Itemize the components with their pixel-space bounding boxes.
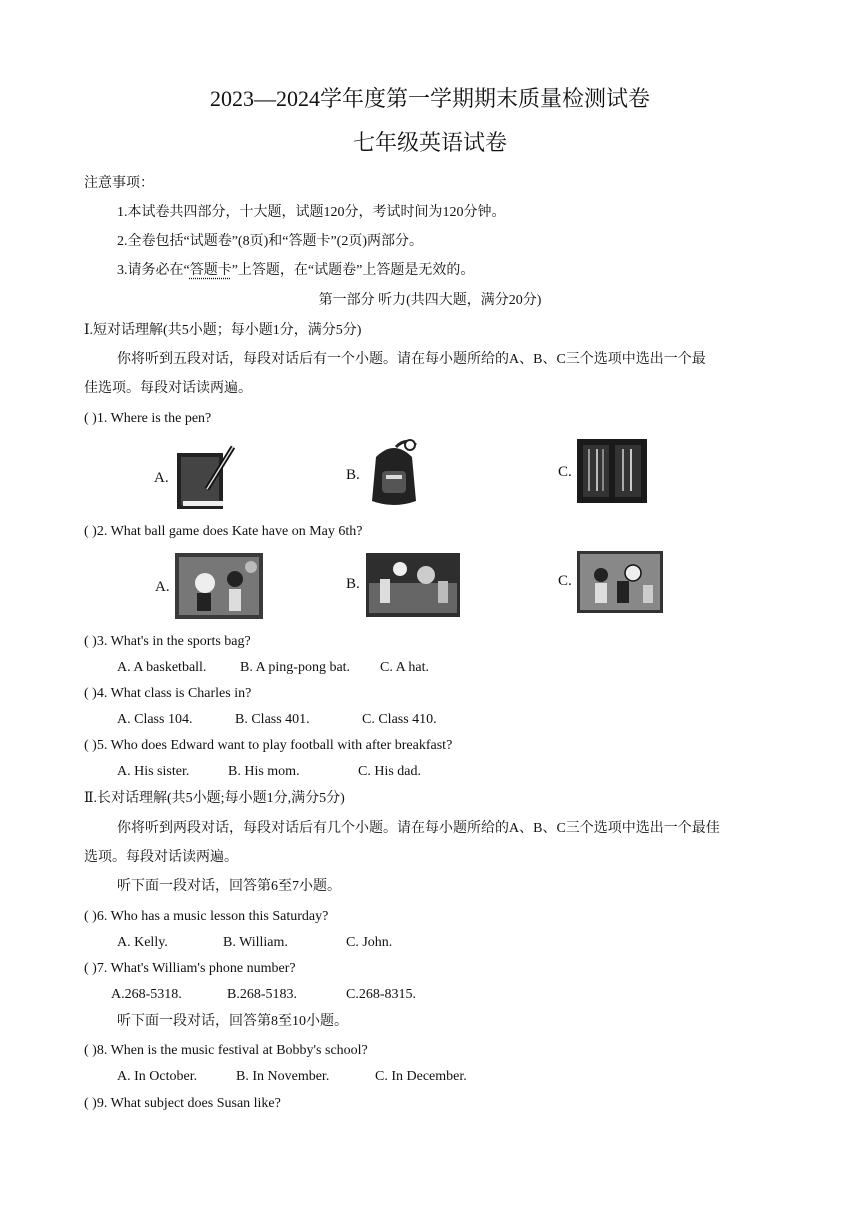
schoolbag-icon (362, 437, 426, 511)
q4-option-a: A. Class 104. (117, 712, 193, 727)
q2-option-a-label: A. (155, 579, 170, 595)
q6-option-c: C. John. (346, 935, 393, 950)
notice-header: 注意事项： (84, 176, 154, 191)
q5-option-b: B. His mom. (228, 764, 300, 779)
question-5: ( )5. Who does Edward want to play football with after breakfast? (84, 738, 453, 753)
question-3: ( )3. What's in the sports bag? (84, 634, 251, 649)
q7-option-a: A.268-5318. (111, 987, 182, 1002)
section-ii-instruction-1: 你将听到两段对话，每段对话后有几个小题。请在每小题所给的A、B、C三个选项中选出一个最佳 (117, 821, 720, 836)
q2-option-b-label: B. (346, 576, 360, 592)
question-7: ( )7. What's William's phone number? (84, 961, 296, 976)
notice-1: 1.本试卷共四部分，十大题，试题120分，考试时间为120分钟。 (117, 205, 506, 220)
q8-option-b: B. In November. (236, 1069, 330, 1084)
q8-option-c: C. In December. (375, 1069, 467, 1084)
question-4: ( )4. What class is Charles in? (84, 686, 252, 701)
question-2: ( )2. What ball game does Kate have on May 6th? (84, 524, 363, 539)
section-ii-heading: Ⅱ.长对话理解(共5小题;每小题1分,满分5分) (84, 791, 345, 806)
ball-game-scene-a-image (175, 553, 263, 619)
notice-3-post: ”上答题，在“试题卷”上答题是无效的。 (231, 263, 475, 278)
notice-3-emphasis: 答题卡 (189, 263, 232, 278)
q3-option-a: A. A basketball. (117, 660, 207, 675)
q5-option-a: A. His sister. (117, 764, 190, 779)
section-i-instruction-2: 佳选项。每段对话读两遍。 (84, 381, 252, 396)
q4-option-c: C. Class 410. (362, 712, 437, 727)
q4-option-b: B. Class 401. (235, 712, 310, 727)
q3-option-c: C. A hat. (380, 660, 430, 675)
section-i-heading: Ⅰ.短对话理解(共5小题；每小题1分，满分5分) (84, 323, 362, 338)
q1-option-c-label: C. (558, 464, 572, 480)
q2-option-c-label: C. (558, 573, 572, 589)
part1-heading: 第一部分 听力(共四大题，满分20分) (318, 293, 542, 308)
q8-option-a: A. In October. (117, 1069, 198, 1084)
question-8: ( )8. When is the music festival at Bobby's school? (84, 1043, 368, 1058)
pencil-case-icon (577, 439, 647, 503)
notice-3-pre: 3.请务必在“ (117, 263, 190, 278)
q6-option-a: A. Kelly. (117, 935, 168, 950)
q3-option-b: B. A ping-pong bat. (240, 660, 351, 675)
question-1: ( )1. Where is the pen? (84, 411, 212, 426)
book-and-pen-icon (175, 445, 237, 511)
ball-game-scene-b-image (366, 553, 460, 617)
notice-3 (117, 262, 474, 280)
dialog-2-instruction: 听下面一段对话，回答第8至10小题。 (117, 1014, 348, 1029)
question-9: ( )9. What subject does Susan like? (84, 1096, 281, 1111)
q6-option-b: B. William. (223, 935, 288, 950)
q1-option-a-label: A. (154, 470, 169, 486)
section-ii-instruction-2: 选项。每段对话读两遍。 (84, 850, 238, 865)
section-i-instruction-1: 你将听到五段对话，每段对话后有一个小题。请在每小题所给的A、B、C三个选项中选出一个最 (117, 352, 706, 367)
question-6: ( )6. Who has a music lesson this Saturday? (84, 909, 329, 924)
exam-title: 2023—2024学年度第一学期期末质量检测试卷 (209, 86, 650, 111)
q7-option-c: C.268-8315. (346, 987, 416, 1002)
q1-option-b-label: B. (346, 467, 360, 483)
exam-subtitle: 七年级英语试卷 (352, 130, 507, 155)
notice-2: 2.全卷包括“试题卷”(8页)和“答题卡”(2页)两部分。 (117, 234, 424, 249)
q5-option-c: C. His dad. (358, 764, 421, 779)
q7-option-b: B.268-5183. (227, 987, 297, 1002)
ball-game-scene-c-image (577, 551, 663, 613)
dialog-1-instruction: 听下面一段对话，回答第6至7小题。 (117, 879, 341, 894)
